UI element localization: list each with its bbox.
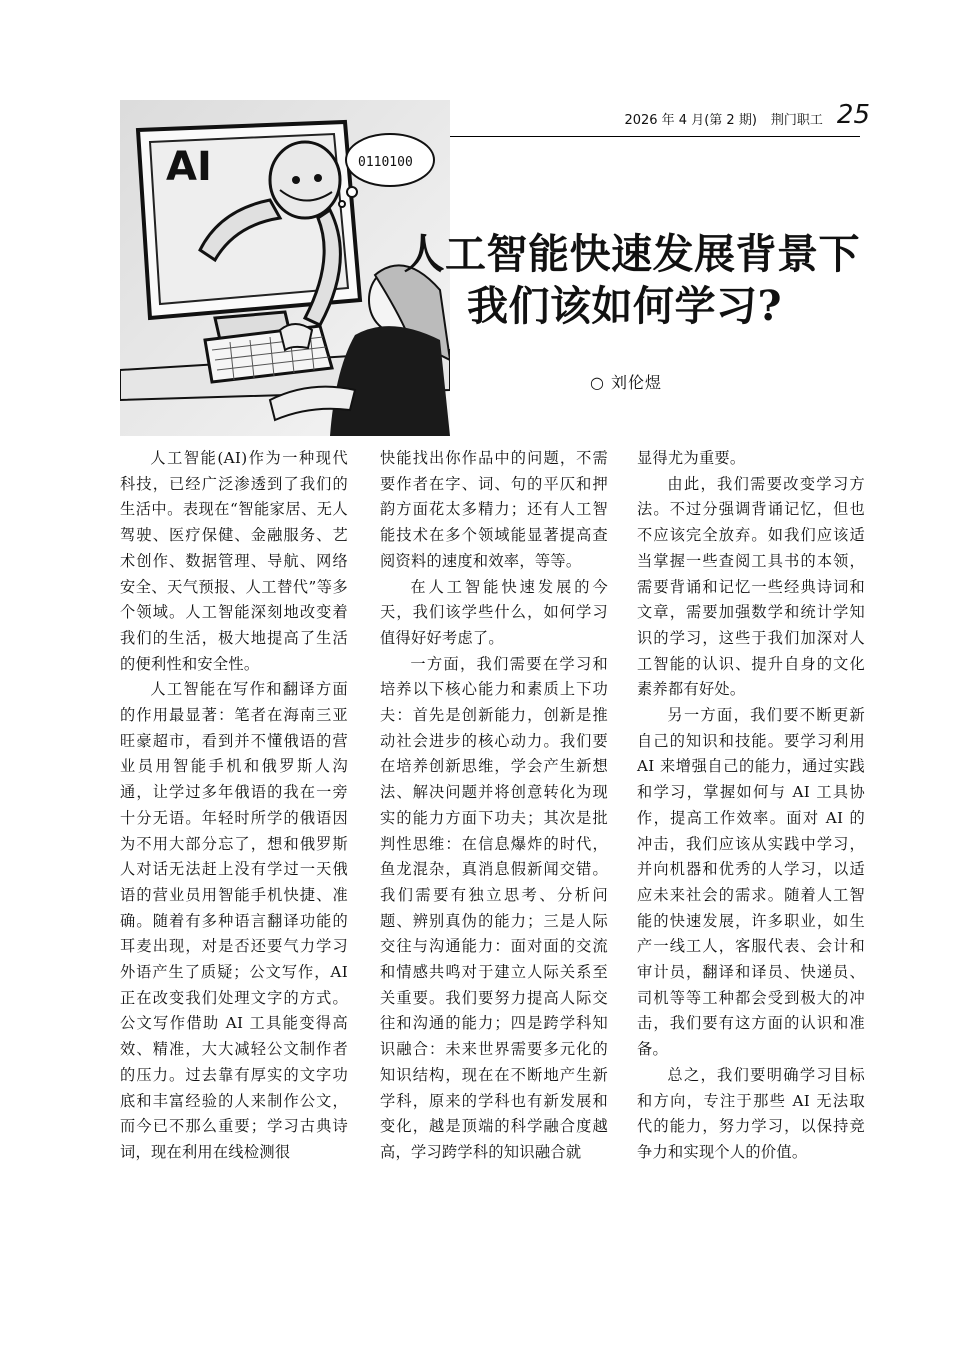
paragraph: 由此，我们需要改变学习方法。不过分强调背诵记忆，但也不应该完全放弃。如我们应该适当掌握一些查阅工具书的本领，需要背诵和记忆一些经典诗词和文章，需要加强数学和统计学知识的学习，这些于我们加深对人工智能的认识、提升自身的文化素养都有好处。: [637, 474, 865, 699]
paragraph: 人工智能在写作和翻译方面的作用最显著：笔者在海南三亚旺豪超市，看到并不懂俄语的营业员用智能手机和俄罗斯人沟通，让学过多年俄语的我在一旁十分无语。年轻时所学的俄语因为不用大部分忘了，想和俄罗斯人对话无法赶上没有学过一天俄语的营业员用智能手机快捷、准确。随着有多种语言翻译功能的耳麦出现，对是否还要气力学习外语产生了质疑；公文写作，AI 正在改变我们处理文字的方式。公文写作借助 AI 工具能变得高效、精准，大大减轻公文制作者的压力。过去靠有厚实的文字功底和丰富经验的人来制作公文，而今已不那么重要；学习古典诗词，现在利用在线检测很: [120, 680, 348, 1161]
text-column-1: [120, 446, 348, 1166]
article-title: [370, 228, 870, 332]
screen-ai-text: AI: [166, 144, 212, 190]
title-line-1: 人工智能快速发展背景下: [403, 230, 860, 278]
text-column-2: [380, 446, 608, 1166]
title-line-2: 我们该如何学习?: [466, 282, 782, 330]
paragraph: 总之，我们要明确学习目标和方向，专注于那些 AI 无法取代的能力，努力学习，以保持竞争力和实现个人的价值。: [637, 1065, 865, 1161]
page-header: [600, 96, 870, 128]
journal-name: 荆门职工: [770, 113, 823, 128]
page-number: 25: [836, 100, 870, 130]
paragraph: 人工智能(AI)作为一种现代科技，已经广泛渗透到了我们的生活中。表现在“智能家居、无人驾驶、医疗保健、金融服务、艺术创作、数据管理、导航、网络安全、天气预报、人工替代”等多个领域。人工智能深刻地改变着我们的生活，极大地提高了生活的便利性和安全性。: [120, 449, 348, 673]
bubble-binary-text: 0110100: [358, 155, 413, 170]
issue-date: 2026 年 4 月(第 2 期): [624, 113, 757, 128]
text-column-3: [637, 446, 865, 1166]
paragraph: 快能找出你作品中的问题，不需要作者在字、词、句的平仄和押韵方面花太多精力；还有人工智能技术在多个领域能显著提高查阅资料的速度和效率，等等。: [380, 449, 608, 570]
paragraph: 在人工智能快速发展的今天，我们该学些什么，如何学习值得好好考虑了。: [380, 577, 608, 647]
author-byline: ○ 刘伦煜: [590, 373, 663, 392]
paragraph: 一方面，我们需要在学习和培养以下核心能力和素质上下功夫：首先是创新能力，创新是推动社会进步的核心动力。我们要在培养创新思维，学会产生新想法、解决问题并将创意转化为现实的能力方面下功夫；其次是批判性思维：在信息爆炸的时代，鱼龙混杂，真消息假新闻交错。我们需要有独立思考、分析问题、辨别真伪的能力；三是人际交往与沟通能力：面对面的交流和情感共鸣对于建立人际关系至关重要。我们要努力提高人际交往和沟通的能力；四是跨学科知识融合：未来世界需要多元化的知识结构，现在在不断地产生新学科，原来的学科也有新发展和变化，越是顶端的科学融合度越高，学习跨学科的知识融合就: [380, 654, 608, 1161]
paragraph: 另一方面，我们要不断更新自己的知识和技能。要学习利用 AI 来增强自己的能力，通过实践和学习，掌握如何与 AI 工具协作，提高工作效率。面对 AI 的冲击，我们应该从实践中学习，并向机器和优秀的人学习，以适应未来社会的需求。随着人工智能的快速发展，许多职业，如生产一线工人，客服代表、会计和审计员，翻译和译员、快递员、司机等等工种都会受到极大的冲击，我们要有这方面的认识和准备。: [637, 706, 865, 1059]
paragraph: 显得尤为重要。: [637, 449, 746, 467]
